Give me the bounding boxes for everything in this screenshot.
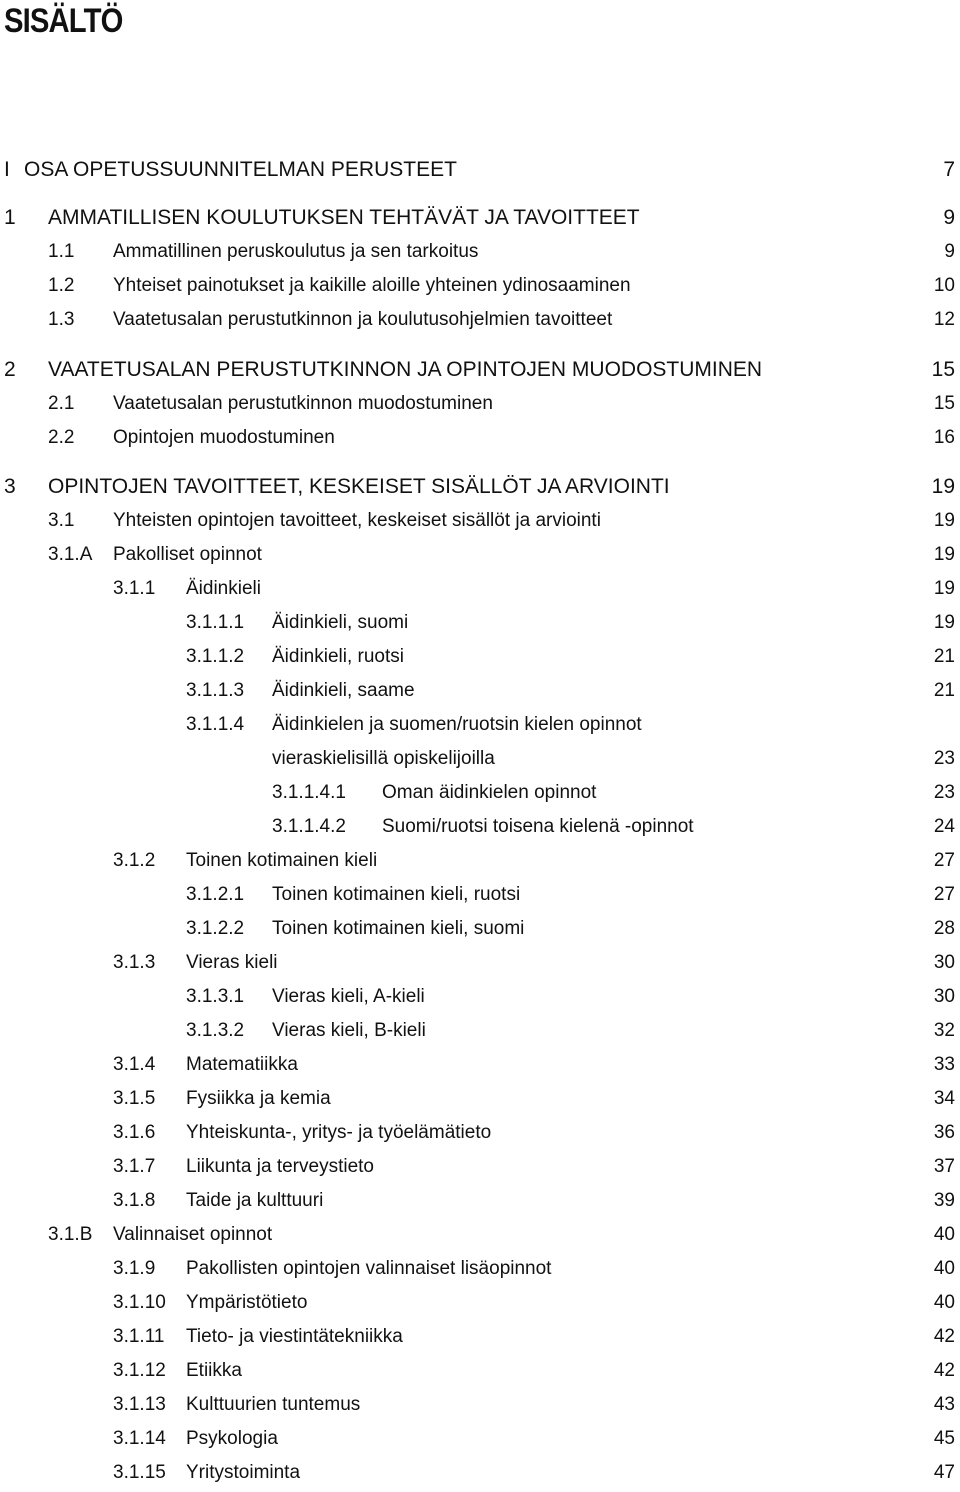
toc-entry-title: Toinen kotimainen kieli, suomi	[272, 918, 525, 939]
toc-entry	[0, 782, 960, 812]
toc-entry-title: Valinnaiset opinnot	[113, 1224, 273, 1245]
toc-entry-number: 3.1.1.4.1	[272, 782, 346, 803]
toc-entry-number: 1	[4, 206, 16, 229]
toc-entry-page: 19	[931, 475, 955, 498]
toc-entry-number: 3.1.11	[113, 1326, 165, 1347]
toc-entry	[0, 206, 960, 236]
toc-entry-page: 24	[933, 816, 955, 837]
toc-entry-page: 33	[933, 1054, 955, 1075]
toc-entry-title: Oman äidinkielen opinnot	[382, 782, 597, 803]
toc-entry-title: Matematiikka	[186, 1054, 298, 1075]
page-title: SISÄLTÖ	[4, 2, 123, 40]
toc-entry-number: 3.1.1.2	[186, 646, 245, 667]
toc-entry-page: 23	[933, 782, 955, 803]
toc-entry-title: Yhteiset painotukset ja kaikille aloille yhteinen ydinosaaminen	[113, 275, 631, 296]
toc-entry-title: Äidinkieli, suomi	[272, 612, 409, 633]
toc-entry	[0, 1054, 960, 1084]
toc-entry-page: 21	[933, 680, 955, 701]
toc-entry-number: 3.1.1.4	[186, 714, 245, 735]
toc-entry-number: 2.2	[48, 427, 75, 448]
toc-entry-title: Yritystoiminta	[186, 1462, 301, 1483]
toc-entry-number: 3.1.8	[113, 1190, 156, 1211]
toc-entry-page: 36	[933, 1122, 955, 1143]
toc-entry	[0, 1088, 960, 1118]
toc-entry-title: Yhteisten opintojen tavoitteet, keskeiset sisällöt ja arviointi	[113, 510, 601, 531]
toc-entry-number: 1.2	[48, 275, 75, 296]
toc-entry	[0, 427, 960, 457]
toc-entry-title: Äidinkieli, saame	[272, 680, 415, 701]
toc-entry-number: 3.1.3	[113, 952, 156, 973]
toc-entry-page: 40	[933, 1224, 955, 1245]
toc-entry	[0, 1428, 960, 1458]
toc-entry	[0, 952, 960, 982]
toc-entry-number: 3.1.2.1	[186, 884, 245, 905]
toc-entry-number: 3.1.5	[113, 1088, 156, 1109]
toc-entry	[0, 816, 960, 846]
toc-entry	[0, 918, 960, 948]
toc-entry-page: 43	[933, 1394, 955, 1415]
toc-entry-title: Ammatillinen peruskoulutus ja sen tarkoitus	[113, 241, 479, 262]
toc-entry-page: 10	[933, 275, 955, 296]
toc-entry-title: Pakollisten opintojen valinnaiset lisäopinnot	[186, 1258, 552, 1279]
toc-entry-page: 19	[933, 510, 955, 531]
toc-entry-page: 19	[933, 544, 955, 565]
toc-entry	[0, 578, 960, 608]
toc-entry-title: vieraskielisillä opiskelijoilla	[272, 748, 495, 769]
toc-entry-number: 1.1	[48, 241, 75, 262]
toc-entry-page: 9	[944, 241, 955, 262]
toc-entry-page: 19	[933, 612, 955, 633]
toc-entry-title: Vaatetusalan perustutkinnon ja koulutusohjelmien tavoitteet	[113, 309, 613, 330]
toc-entry	[0, 158, 960, 188]
toc-entry-number: 3.1.A	[48, 544, 93, 565]
toc-entry	[0, 1360, 960, 1390]
toc-entry-page: 9	[943, 206, 955, 229]
toc-entry-title: Yhteiskunta-, yritys- ja työelämätieto	[186, 1122, 492, 1143]
toc-entry-title: Toinen kotimainen kieli	[186, 850, 378, 871]
toc-entry-title: Äidinkielen ja suomen/ruotsin kielen opinnot	[272, 714, 642, 735]
toc-entry	[0, 1122, 960, 1152]
toc-entry	[0, 1326, 960, 1356]
toc-entry-page: 30	[933, 952, 955, 973]
toc-entry-page: 12	[933, 309, 955, 330]
toc-entry	[0, 309, 960, 339]
toc-entry-number: 3.1.1.1	[186, 612, 245, 633]
toc-entry-title: Taide ja kulttuuri	[186, 1190, 324, 1211]
toc-entry-title: Kulttuurien tuntemus	[186, 1394, 361, 1415]
toc-entry-title: Tieto- ja viestintätekniikka	[186, 1326, 403, 1347]
toc-entry-page: 23	[933, 748, 955, 769]
toc-entry-title: OPINTOJEN TAVOITTEET, KESKEISET SISÄLLÖT JA ARVIOINTI	[48, 475, 670, 498]
toc-entry-page: 42	[933, 1360, 955, 1381]
toc-entry-number: 2.1	[48, 393, 75, 414]
toc-entry-page: 40	[933, 1258, 955, 1279]
toc-entry-title: Opintojen muodostuminen	[113, 427, 335, 448]
toc-entry-page: 21	[933, 646, 955, 667]
toc-entry-page: 42	[933, 1326, 955, 1347]
toc-entry-number: I	[4, 158, 10, 181]
toc-entry-number: 3.1.1.3	[186, 680, 245, 701]
toc-entry-number: 3.1.3.2	[186, 1020, 245, 1041]
toc-entry-page: 27	[933, 850, 955, 871]
toc-entry-title: Suomi/ruotsi toisena kielenä -opinnot	[382, 816, 694, 837]
toc-entry-title: Ympäristötieto	[186, 1292, 308, 1313]
toc-entry-title: Psykologia	[186, 1428, 278, 1449]
toc-entry	[0, 358, 960, 388]
toc-entry-title: AMMATILLISEN KOULUTUKSEN TEHTÄVÄT JA TAVOITTEET	[48, 206, 640, 229]
toc-entry	[0, 544, 960, 574]
toc-entry-page: 32	[933, 1020, 955, 1041]
toc-entry-number: 3.1.14	[113, 1428, 166, 1449]
toc-entry-title: Toinen kotimainen kieli, ruotsi	[272, 884, 521, 905]
toc-entry-number: 3.1.1	[113, 578, 156, 599]
toc-entry-page: 15	[933, 393, 955, 414]
toc-entry-number: 3.1.3.1	[186, 986, 245, 1007]
toc-entry	[0, 714, 960, 744]
toc-entry-number: 3.1.2	[113, 850, 156, 871]
toc-entry-page: 34	[933, 1088, 955, 1109]
toc-entry-number: 3	[4, 475, 16, 498]
toc-entry	[0, 1190, 960, 1220]
toc-entry	[0, 748, 960, 778]
toc-entry	[0, 1394, 960, 1424]
toc-entry-number: 3.1.2.2	[186, 918, 245, 939]
toc-entry-page: 40	[933, 1292, 955, 1313]
toc-entry-page: 19	[933, 578, 955, 599]
toc-entry	[0, 475, 960, 505]
toc-entry-number: 3.1.10	[113, 1292, 166, 1313]
toc-entry-number: 3.1	[48, 510, 75, 531]
toc-entry-title: Vaatetusalan perustutkinnon muodostuminen	[113, 393, 493, 414]
toc-entry-page: 39	[933, 1190, 955, 1211]
toc-entry-title: VAATETUSALAN PERUSTUTKINNON JA OPINTOJEN MUODOSTUMINEN	[48, 358, 763, 381]
toc-entry-number: 3.1.13	[113, 1394, 166, 1415]
toc-entry	[0, 275, 960, 305]
toc-entry	[0, 1258, 960, 1288]
toc-entry-page: 16	[933, 427, 955, 448]
toc-entry-number: 3.1.1.4.2	[272, 816, 346, 837]
toc-entry-number: 3.1.12	[113, 1360, 166, 1381]
toc-entry-page: 30	[933, 986, 955, 1007]
toc-entry-title: Vieras kieli, A-kieli	[272, 986, 425, 1007]
toc-entry-title: Etiikka	[186, 1360, 242, 1381]
toc-entry	[0, 1156, 960, 1186]
toc-entry-number: 2	[4, 358, 16, 381]
toc-entry-number: 3.1.9	[113, 1258, 156, 1279]
toc-entry-page: 37	[933, 1156, 955, 1177]
toc-entry-number: 3.1.15	[113, 1462, 166, 1483]
toc-entry	[0, 241, 960, 271]
toc-entry	[0, 1224, 960, 1254]
toc-entry	[0, 1292, 960, 1322]
toc-entry	[0, 986, 960, 1016]
toc-entry-number: 3.1.7	[113, 1156, 156, 1177]
toc-entry	[0, 510, 960, 540]
toc-entry-number: 3.1.6	[113, 1122, 156, 1143]
toc-entry	[0, 884, 960, 914]
toc-entry	[0, 393, 960, 423]
toc-entry-title: Pakolliset opinnot	[113, 544, 262, 565]
toc-entry-page: 27	[933, 884, 955, 905]
toc-entry-page: 15	[931, 358, 955, 381]
toc-entry-number: 3.1.4	[113, 1054, 156, 1075]
toc-entry-page: 28	[933, 918, 955, 939]
toc-entry-title: Vieras kieli	[186, 952, 278, 973]
toc-entry-title: Liikunta ja terveystieto	[186, 1156, 374, 1177]
toc-entry-number: 1.3	[48, 309, 75, 330]
toc-entry-number: 3.1.B	[48, 1224, 93, 1245]
toc-entry-page: 45	[933, 1428, 955, 1449]
toc-entry-title: Fysiikka ja kemia	[186, 1088, 331, 1109]
toc-entry	[0, 646, 960, 676]
toc-entry	[0, 1020, 960, 1050]
toc-entry	[0, 1462, 960, 1492]
toc-entry	[0, 680, 960, 710]
toc-entry	[0, 612, 960, 642]
toc-entry-title: Vieras kieli, B-kieli	[272, 1020, 426, 1041]
toc-entry-title: OSA OPETUSSUUNNITELMAN PERUSTEET	[24, 158, 457, 181]
toc-entry	[0, 850, 960, 880]
toc-entry-page: 7	[943, 158, 955, 181]
toc-entry-title: Äidinkieli	[186, 578, 261, 599]
toc-entry-title: Äidinkieli, ruotsi	[272, 646, 404, 667]
toc-entry-page: 47	[933, 1462, 955, 1483]
